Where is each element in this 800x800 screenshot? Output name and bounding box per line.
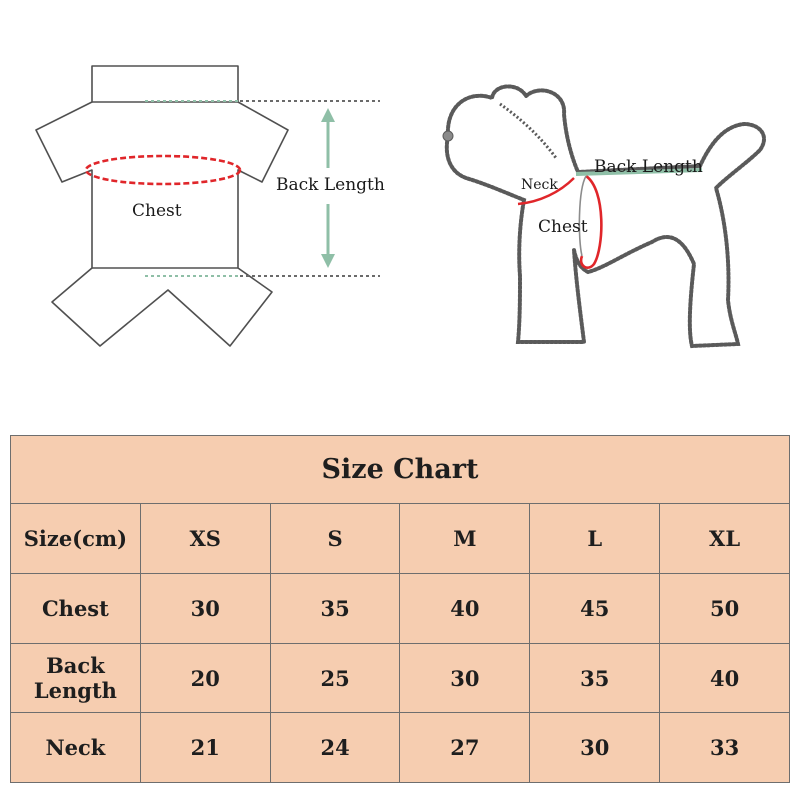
size-chart-title: Size Chart (11, 436, 790, 504)
garment-back-length-label: Back Length (276, 175, 385, 195)
size-header-row (11, 504, 790, 574)
size-header-xl: XL (660, 504, 790, 574)
neck-value-m: 27 (400, 713, 530, 783)
neck-row (11, 713, 790, 783)
size-header-s: S (270, 504, 400, 574)
neck-value-s: 24 (270, 713, 400, 783)
dog-chest-label: Chest (538, 217, 588, 237)
dog-nose-icon (443, 131, 453, 141)
back-length-row-label: Back Length (11, 643, 141, 713)
chest-value-s: 35 (270, 574, 400, 644)
back-length-value-xl: 40 (660, 643, 790, 713)
size-header-label: Size(cm) (11, 504, 141, 574)
dog-ear-line (500, 104, 556, 158)
size-header-l: L (530, 504, 660, 574)
dog-chest-measure-loop-back (579, 176, 586, 256)
dog-outline (447, 86, 764, 346)
neck-value-l: 30 (530, 713, 660, 783)
neck-value-xl: 33 (660, 713, 790, 783)
size-chart-title-row (11, 436, 790, 504)
dog-illustration (443, 86, 764, 346)
back-length-value-l: 35 (530, 643, 660, 713)
dog-neck-label: Neck (521, 177, 558, 193)
chest-row (11, 574, 790, 644)
chest-value-xs: 30 (140, 574, 270, 644)
size-header-xs: XS (140, 504, 270, 574)
size-chart-table (10, 435, 790, 783)
chest-value-xl: 50 (660, 574, 790, 644)
back-length-value-s: 25 (270, 643, 400, 713)
neck-row-label: Neck (11, 713, 141, 783)
size-header-m: M (400, 504, 530, 574)
chest-value-m: 40 (400, 574, 530, 644)
chest-row-label: Chest (11, 574, 141, 644)
back-length-row (11, 643, 790, 713)
dog-back-length-label: Back Length (594, 157, 703, 177)
neck-value-xs: 21 (140, 713, 270, 783)
garment-chest-label: Chest (132, 201, 182, 221)
back-length-value-m: 30 (400, 643, 530, 713)
chest-value-l: 45 (530, 574, 660, 644)
back-length-value-xs: 20 (140, 643, 270, 713)
